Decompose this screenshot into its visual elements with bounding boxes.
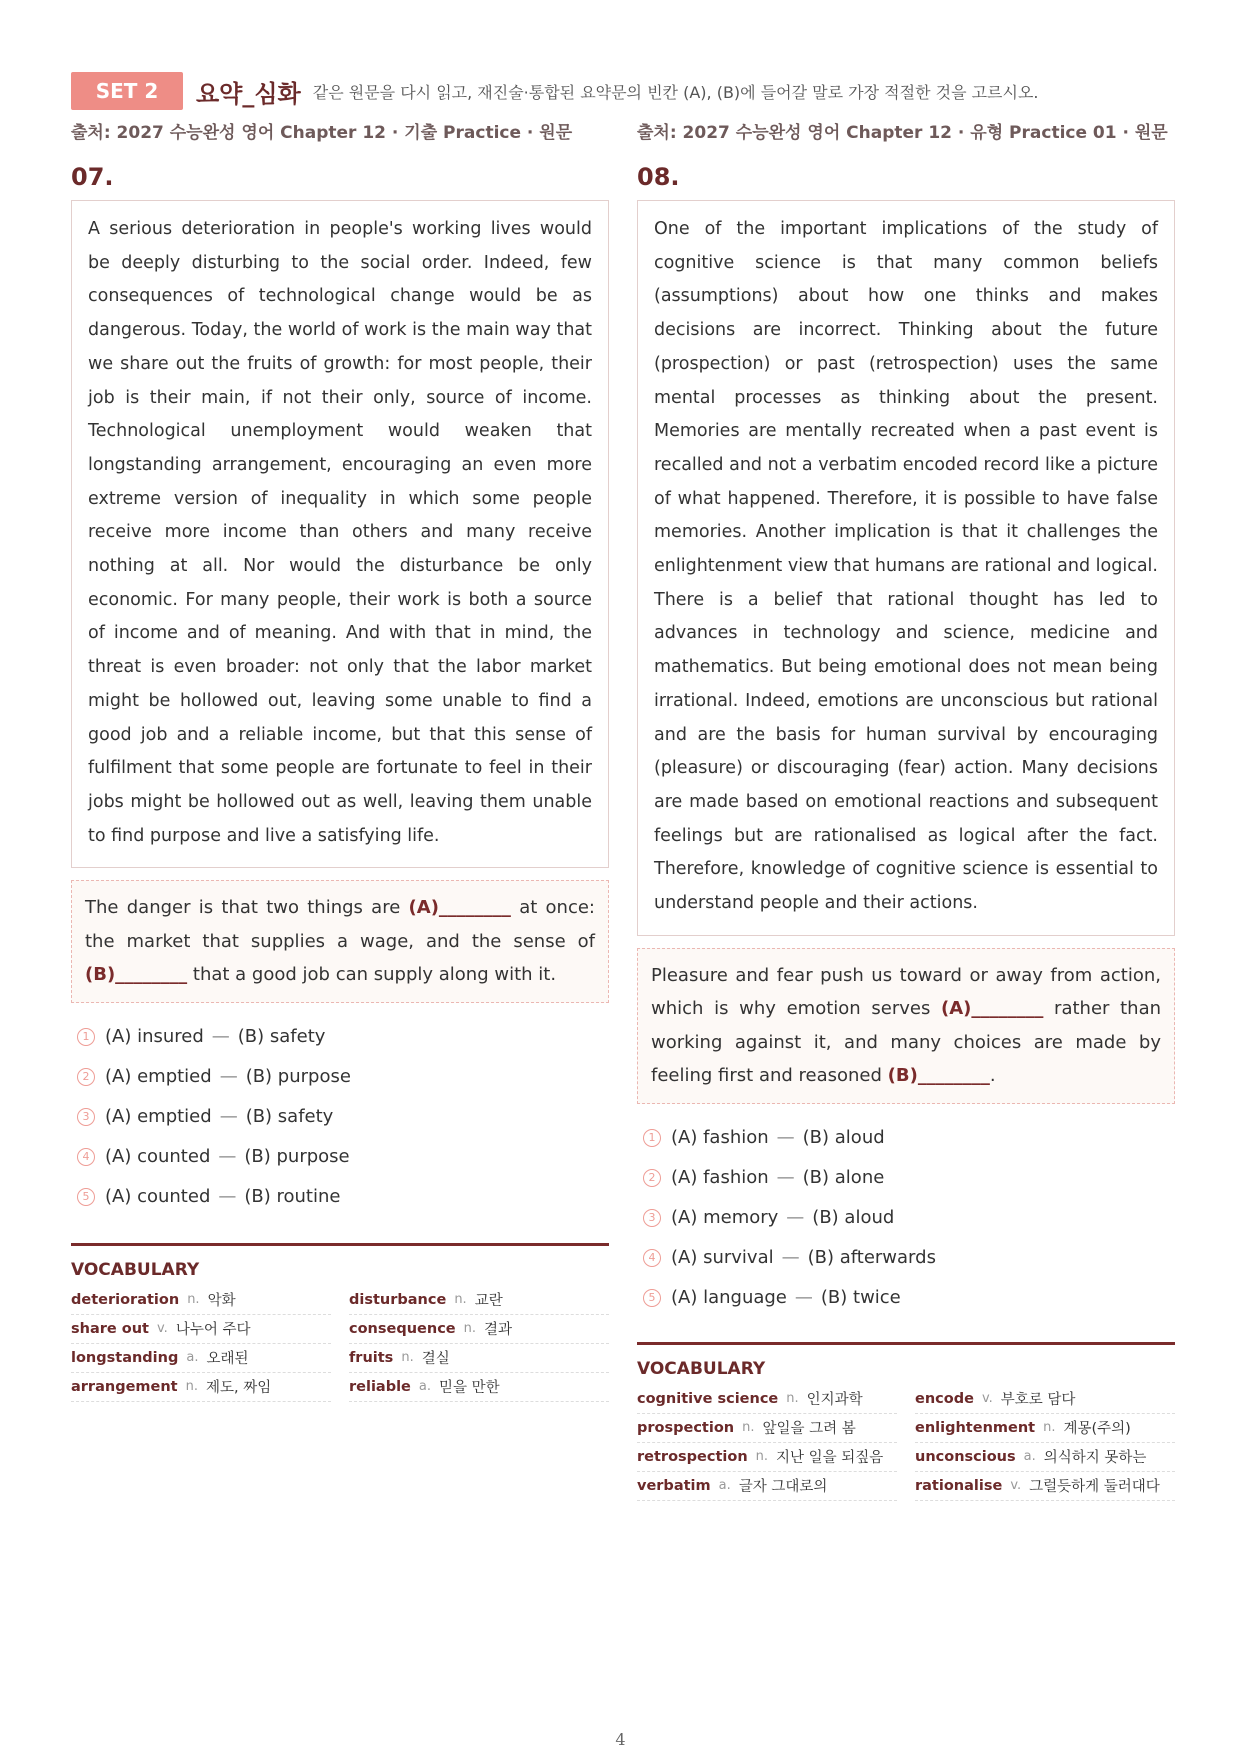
vocab-pos: a.: [418, 1379, 432, 1395]
summary-text: The danger is that two things are: [85, 897, 409, 919]
choice-option[interactable]: [71, 1177, 609, 1217]
vocabulary-section: [71, 1243, 609, 1402]
vocab-term: verbatim: [637, 1477, 711, 1494]
choice-b: (B) afterwards: [807, 1247, 936, 1269]
passage-box: One of the important implications of the study of cognitive science is that many common beliefs (assumptions) about how one thinks and makes decisions are incorrect. Thinking about the future (prospection) or past (retrospection) uses the same mental processes as thinking about the present. Memories are mentally recreated when a past event is recalled and not a verbatim encoded record like a picture of what happened. Therefore, it is possible to have false memories. Another implication is that it challenges the enlightenment view that humans are rational and logical. There is a belief that rational thought has led to advances in technology and science, medicine and mathematics. But being emotional does not mean being irrational. Indeed, emotions are unconscious but rational and are the basis for human survival by encouraging (pleasure) or discouraging (fear) action. Many decisions are made based on emotional reactions and subsequent feelings but are rationalised as logical after the fact. Therefore, knowledge of cognitive science is essential to understand people and their actions.: [637, 200, 1175, 936]
blank-a: (A)________: [408, 897, 511, 919]
choice-option[interactable]: [71, 1137, 609, 1177]
choice-a: (A) fashion: [671, 1167, 769, 1189]
vocab-pos: a.: [718, 1478, 731, 1494]
vocab-meaning: 지난 일을 되짚음: [776, 1450, 884, 1467]
vocab-item: [71, 1315, 331, 1344]
vocab-term: deterioration: [71, 1291, 180, 1308]
choice-number: 1: [77, 1028, 95, 1046]
vocab-term: fruits: [349, 1349, 394, 1366]
vocab-pos: v.: [981, 1391, 993, 1407]
summary-box: [71, 880, 609, 1003]
set-badge: SET 2: [71, 72, 183, 110]
source-line: 출처: 2027 수능완성 영어 Chapter 12 · 유형 Practice 01 · 원문: [637, 123, 1168, 143]
choice-number: 5: [77, 1188, 95, 1206]
dash-separator: —: [219, 1066, 238, 1088]
vocab-meaning: 의식하지 못하는: [1043, 1450, 1147, 1467]
choice-b: (B) purpose: [244, 1146, 350, 1168]
choice-number: 5: [643, 1289, 661, 1307]
vocab-term: enlightenment: [915, 1419, 1036, 1436]
vocab-term: arrangement: [71, 1378, 178, 1395]
choice-a: (A) insured: [105, 1026, 204, 1048]
vocab-pos: n.: [463, 1321, 477, 1337]
question-number: 08.: [637, 163, 680, 191]
set-header: [71, 72, 1171, 110]
vocab-item: [637, 1443, 897, 1472]
summary-text: at once: the market that supplies a wage, and the sense of: [85, 897, 595, 952]
vocab-term: reliable: [349, 1378, 411, 1395]
vocabulary-title: VOCABULARY: [71, 1259, 200, 1280]
vocab-meaning: 악화: [207, 1293, 236, 1310]
vocabulary-title: VOCABULARY: [637, 1358, 766, 1379]
vocab-term: share out: [71, 1320, 149, 1337]
dash-separator: —: [218, 1146, 237, 1168]
vocab-item: [915, 1414, 1175, 1443]
vocab-meaning: 계몽(주의): [1063, 1421, 1131, 1438]
vocab-meaning: 그럴듯하게 둘러대다: [1029, 1479, 1160, 1496]
vocab-meaning: 인지과학: [806, 1392, 863, 1409]
choice-number: 3: [643, 1209, 661, 1227]
vocab-item: [637, 1414, 897, 1443]
vocab-item: [71, 1344, 331, 1373]
dash-separator: —: [219, 1106, 238, 1128]
set-title: 요약_심화: [196, 79, 301, 108]
vocab-pos: v.: [157, 1321, 168, 1337]
vocab-meaning: 나누어 주다: [175, 1322, 251, 1339]
vocab-item: [349, 1286, 609, 1315]
vocab-term: cognitive science: [637, 1390, 779, 1407]
choice-b: (B) purpose: [245, 1066, 351, 1088]
dash-separator: —: [794, 1287, 813, 1309]
vocabulary-section: [637, 1342, 1175, 1501]
vocab-term: retrospection: [637, 1448, 748, 1465]
choice-number: 4: [77, 1148, 95, 1166]
choice-a: (A) emptied: [105, 1066, 212, 1088]
vocab-item: [71, 1373, 331, 1402]
summary-text: rather than working against it, and many choices are made by feeling first and reasoned: [651, 998, 1162, 1087]
choice-option[interactable]: [637, 1118, 1175, 1158]
question-number: 07.: [71, 163, 114, 191]
question-08: [637, 120, 1175, 1501]
vocab-term: prospection: [637, 1419, 735, 1436]
set-instruction: 같은 원문을 다시 읽고, 재진술·통합된 요약문의 빈칸 (A), (B)에 들어갈 말로 가장 적절한 것을 고르시오.: [312, 82, 1039, 102]
choice-b: (B) aloud: [812, 1207, 895, 1229]
vocab-term: encode: [915, 1390, 974, 1407]
choice-option[interactable]: [637, 1158, 1175, 1198]
vocab-meaning: 교란: [474, 1293, 503, 1310]
dash-separator: —: [781, 1247, 800, 1269]
vocab-item: [637, 1472, 897, 1501]
choice-option[interactable]: [71, 1017, 609, 1057]
question-07: [71, 120, 609, 1402]
vocab-item: [915, 1385, 1175, 1414]
choice-a: (A) fashion: [671, 1127, 769, 1149]
vocab-term: longstanding: [71, 1349, 179, 1366]
vocab-pos: n.: [755, 1449, 769, 1465]
vocabulary-grid: [71, 1286, 609, 1402]
choice-a: (A) counted: [105, 1146, 211, 1168]
choice-b: (B) aloud: [802, 1127, 885, 1149]
vocab-meaning: 결실: [421, 1351, 450, 1368]
choice-b: (B) routine: [244, 1186, 341, 1208]
choice-list: [637, 1118, 1175, 1318]
choice-a: (A) counted: [105, 1186, 211, 1208]
vocab-term: rationalise: [915, 1477, 1003, 1494]
vocab-pos: a.: [186, 1350, 199, 1366]
vocab-pos: n.: [1043, 1420, 1056, 1436]
vocab-term: consequence: [349, 1320, 456, 1337]
vocab-item: [915, 1443, 1175, 1472]
dash-separator: —: [786, 1207, 805, 1229]
vocab-item: [71, 1286, 331, 1315]
choice-option[interactable]: [71, 1097, 609, 1137]
vocab-item: [637, 1385, 897, 1414]
passage-box: A serious deterioration in people's working lives would be deeply disturbing to the social order. Indeed, few consequences of technological change would be as dangerous. Today, the world of work is the main way that we share out the fruits of growth: for most people, their job is their main, if not their only, source of income. Technological unemployment would weaken that longstanding arrangement, encouraging an even more extreme version of inequality in which some people receive more income than others and many receive nothing at all. Nor would the disturbance be only economic. For many people, their work is both a source of income and of meaning. And with that in mind, the threat is even broader: not only that the labor market might be hollowed out, leaving some unable to find a good job and a reliable income, but that this sense of fulfilment that some people are fortunate to feel in their jobs might be hollowed out as well, leaving them unable to find purpose and live a satisfying life.: [71, 200, 609, 868]
source-line: 출처: 2027 수능완성 영어 Chapter 12 · 기출 Practice · 원문: [71, 123, 573, 143]
choice-a: (A) emptied: [105, 1106, 212, 1128]
vocab-meaning: 글자 그대로의: [738, 1479, 828, 1496]
vocab-pos: n.: [185, 1379, 198, 1395]
choice-number: 2: [77, 1068, 95, 1086]
blank-b: (B)________: [85, 964, 188, 986]
choice-b: (B) twice: [820, 1287, 901, 1309]
choice-b: (B) alone: [802, 1167, 885, 1189]
vocab-pos: n.: [187, 1292, 200, 1308]
vocab-meaning: 결과: [484, 1322, 513, 1339]
vocab-meaning: 오래된: [206, 1351, 249, 1368]
blank-a: (A)________: [941, 998, 1044, 1020]
dash-separator: —: [218, 1186, 237, 1208]
vocab-item: [349, 1315, 609, 1344]
page-number: 4: [615, 1730, 626, 1749]
vocab-term: unconscious: [915, 1448, 1016, 1465]
vocab-meaning: 믿을 만한: [439, 1380, 500, 1397]
vocab-pos: n.: [786, 1391, 799, 1407]
vocab-meaning: 제도, 짜임: [205, 1380, 272, 1397]
choice-option[interactable]: [637, 1238, 1175, 1278]
choice-number: 3: [77, 1108, 95, 1126]
choice-list: [71, 1017, 609, 1217]
choice-number: 4: [643, 1249, 661, 1267]
dash-separator: —: [776, 1127, 795, 1149]
vocab-pos: n.: [401, 1350, 414, 1366]
summary-text: that a good job can supply along with it.: [187, 964, 557, 986]
choice-a: (A) survival: [671, 1247, 774, 1269]
choice-option[interactable]: [637, 1278, 1175, 1318]
summary-box: [637, 948, 1175, 1104]
dash-separator: —: [211, 1026, 230, 1048]
choice-option[interactable]: [71, 1057, 609, 1097]
choice-a: (A) memory: [671, 1207, 779, 1229]
vocabulary-grid: [637, 1385, 1175, 1501]
dash-separator: —: [776, 1167, 795, 1189]
vocab-term: disturbance: [349, 1291, 447, 1308]
blank-b: (B)________: [887, 1065, 990, 1087]
choice-b: (B) safety: [245, 1106, 334, 1128]
vocab-pos: n.: [454, 1292, 467, 1308]
vocab-pos: v.: [1010, 1478, 1022, 1494]
summary-text: Pleasure and fear push us toward or away from action, which is why emotion serves: [651, 964, 1161, 1020]
vocab-item: [349, 1344, 609, 1373]
vocab-item: [349, 1373, 609, 1402]
choice-option[interactable]: [637, 1198, 1175, 1238]
choice-b: (B) safety: [237, 1026, 326, 1048]
vocab-meaning: 부호로 담다: [1000, 1392, 1076, 1409]
summary-text: .: [989, 1065, 996, 1087]
choice-number: 2: [643, 1169, 661, 1187]
vocab-pos: a.: [1023, 1449, 1036, 1465]
choice-number: 1: [643, 1129, 661, 1147]
choice-a: (A) language: [671, 1287, 787, 1309]
vocab-meaning: 앞일을 그려 봄: [762, 1421, 856, 1438]
vocab-pos: n.: [742, 1420, 755, 1436]
vocab-item: [915, 1472, 1175, 1501]
